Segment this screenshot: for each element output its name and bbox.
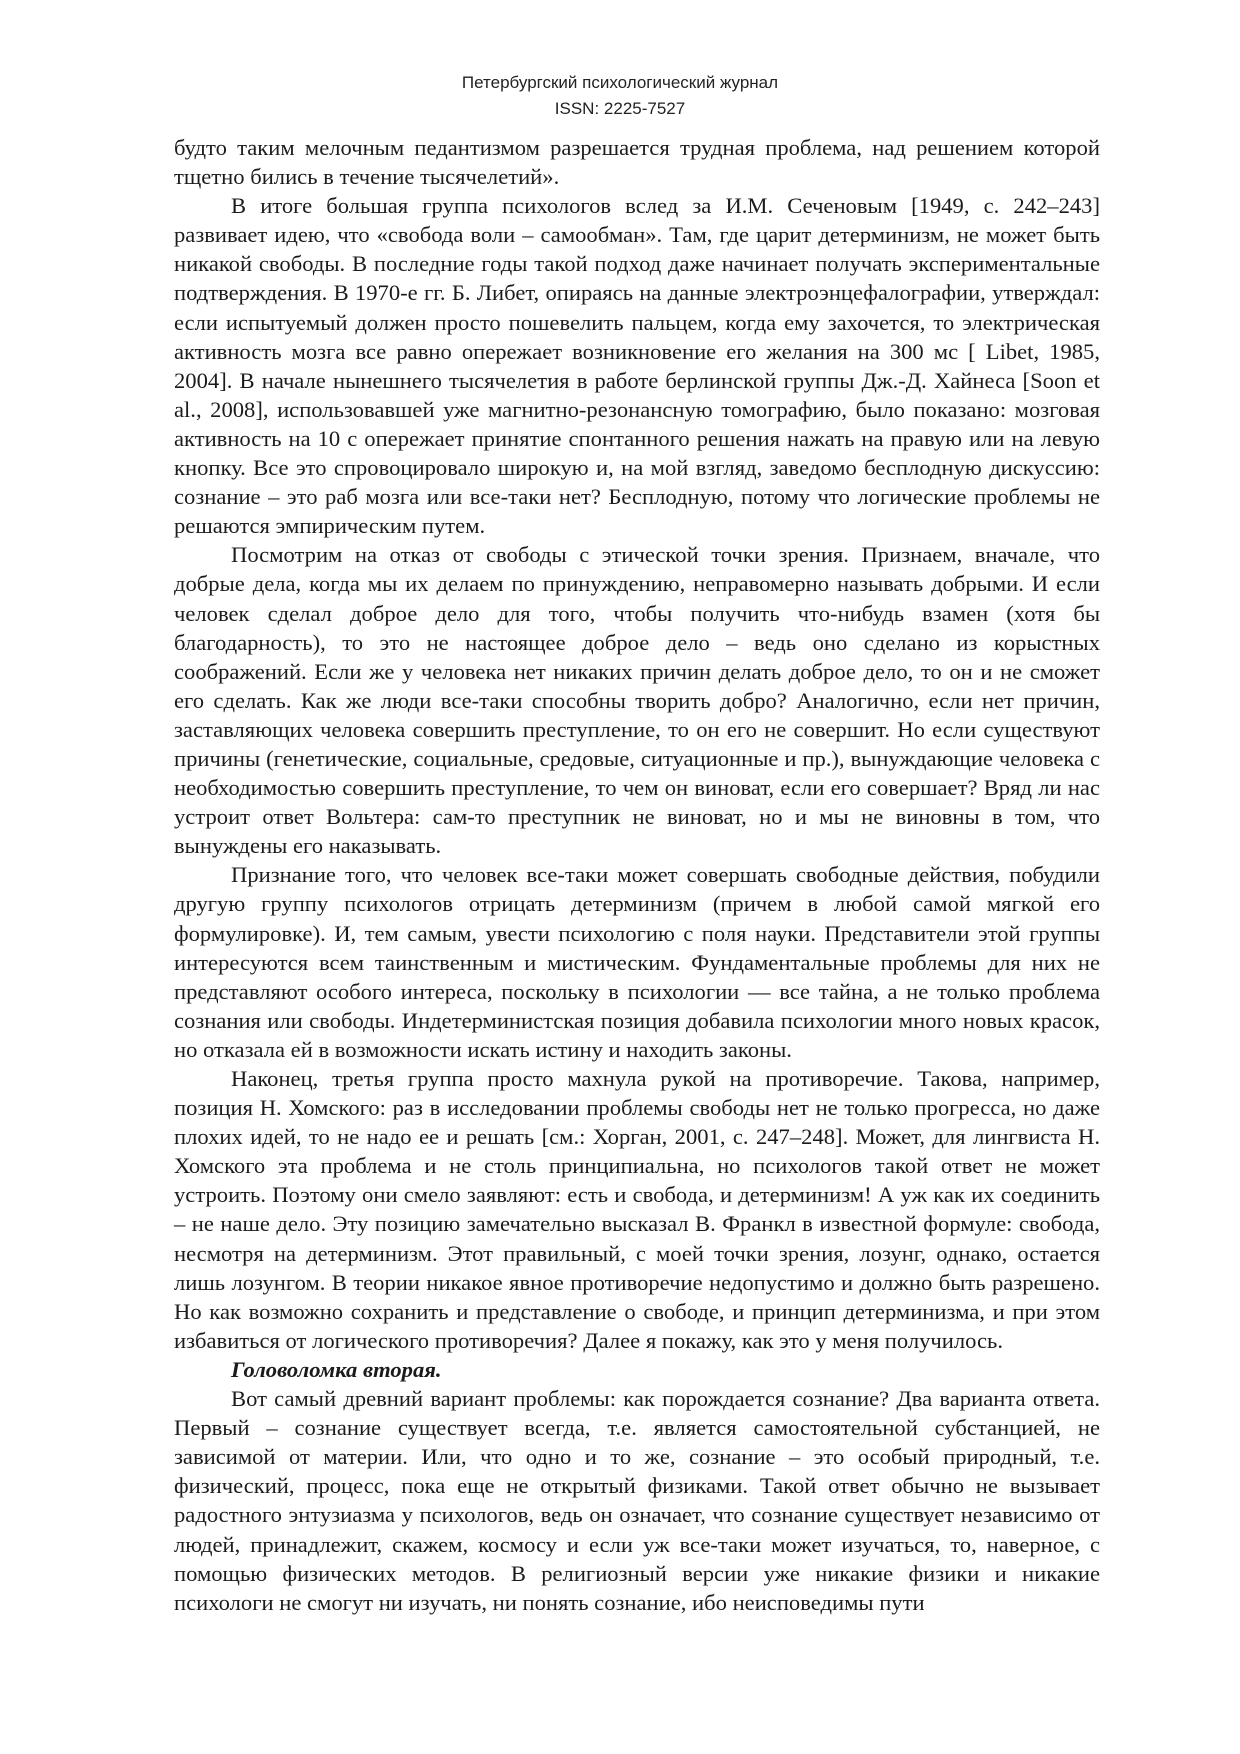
journal-title: Петербургский психологический журнал [461, 73, 779, 92]
paragraph-continuation: будто таким мелочным педантизмом разрешается трудная проблема, над решением которой тщетно бились в течение тысячелетий». [174, 135, 1100, 190]
section-subheading: Головоломка вторая. [231, 1356, 442, 1382]
body-text [174, 133, 1100, 1617]
paragraph: Посмотрим на отказ от свободы с этической точки зрения. Признаем, вначале, что добрые дела, когда мы их делаем по принуждению, неправомерно называть добрыми. И если человек сделал доброе дело для того, чтобы получить что-нибудь взамен (хотя бы благодарность), то это не настоящее доброе дело – ведь оно сделано из корыстных соображений. Если же у человека нет никаких причин делать доброе дело, то он и не сможет его сделать. Как же люди все-таки способны творить добро? Аналогично, если нет причин, заставляющих человека совершить преступление, то он его не совершит. Но если существуют причины (генетические, социальные, средовые, ситуационные и пр.), вынуждающие человека с необходимостью совершить преступление, то чем он виноват, если его совершает? Вряд ли нас устроит ответ Вольтера: сам-то преступник не виноват, но и мы не виновны в том, что вынуждены его наказывать. [174, 542, 1100, 859]
paragraph: Признание того, что человек все-таки может совершать свободные действия, побудили другую группу психологов отрицать детерминизм (причем в любой самой мягкой его формулировке). И, тем самым, увести психологию с поля науки. Представители этой группы интересуются всем таинственным и мистическим. Фундаментальные проблемы для них не представляют особого интереса, поскольку в психологии — все тайна, а не только проблема сознания или свободы. Индетерминистская позиция добавила психологии много новых красок, но отказала ей в возможности искать истину и находить законы. [174, 862, 1100, 1062]
paragraph: В итоге большая группа психологов вслед за И.М. Сеченовым [1949, с. 242–243] развивает идею, что «свобода воли – самообман». Там, где царит детерминизм, не может быть никакой свободы. В последние годы такой подход даже начинает получать экспериментальные подтверждения. В 1970-е гг. Б. Либет, опираясь на данные электроэнцефалографии, утверждал: если испытуемый должен просто пошевелить пальцем, когда ему захочется, то электрическая активность мозга все равно опережает возникновение его желания на 300 мс [ Libet, 1985, 2004]. В начале нынешнего тысячелетия в работе берлинской группы Дж.-Д. Хайнеса [Soon et al., 2008], использовавшей уже магнитно-резонансную томографию, было показано: мозговая активность на 10 с опережает принятие спонтанного решения нажать на правую или на левую кнопку. Все это спровоцировало широкую и, на мой взгляд, заведомо бесплодную дискуссию: сознание – это раб мозга или все-таки нет? Бесплодную, потому что логические проблемы не решаются эмпирическим путем. [174, 193, 1100, 539]
issn-line: ISSN: 2225-7527 [554, 99, 686, 118]
paragraph: Наконец, третья группа просто махнула рукой на противоречие. Такова, например, позиция Н. Хомского: раз в исследовании проблемы свободы нет не только прогресса, но даже плохих идей, то не надо ее и решать [см.: Хорган, 2001, с. 247–248]. Может, для лингвиста Н. Хомского эта проблема и не столь принципиальна, но психологов такой ответ не может устроить. Поэтому они смело заявляют: есть и свобода, и детерминизм! А уж как их соединить – не наше дело. Эту позицию замечательно высказал В. Франкл в известной формуле: свобода, несмотря на детерминизм. Этот правильный, с моей точки зрения, лозунг, однако, остается лишь лозунгом. В теории никакое явное противоречие недопустимо и должно быть разрешено. Но как возможно сохранить и представление о свободе, и принцип детерминизма, и при этом избавиться от логического противоречия? Далее я покажу, как это у меня получилось. [174, 1066, 1100, 1353]
paragraph: Вот самый древний вариант проблемы: как порождается сознание? Два варианта ответа. Первый – сознание существует всегда, т.е. является самостоятельной субстанцией, не зависимой от материи. Или, что одно и то же, сознание – это особый природный, т.е. физический, процесс, пока еще не открытый физиками. Такой ответ обычно не вызывает радостного энтузиазма у психологов, ведь он означает, что сознание существует независимо от людей, принадлежит, скажем, космосу и если уж все-таки может изучаться, то, наверное, с помощью физических методов. В религиозный версии уже никакие физики и никакие психологи не смогут ни изучать, ни понять сознание, ибо неисповедимы пути [174, 1386, 1100, 1615]
running-header [0, 70, 1240, 122]
